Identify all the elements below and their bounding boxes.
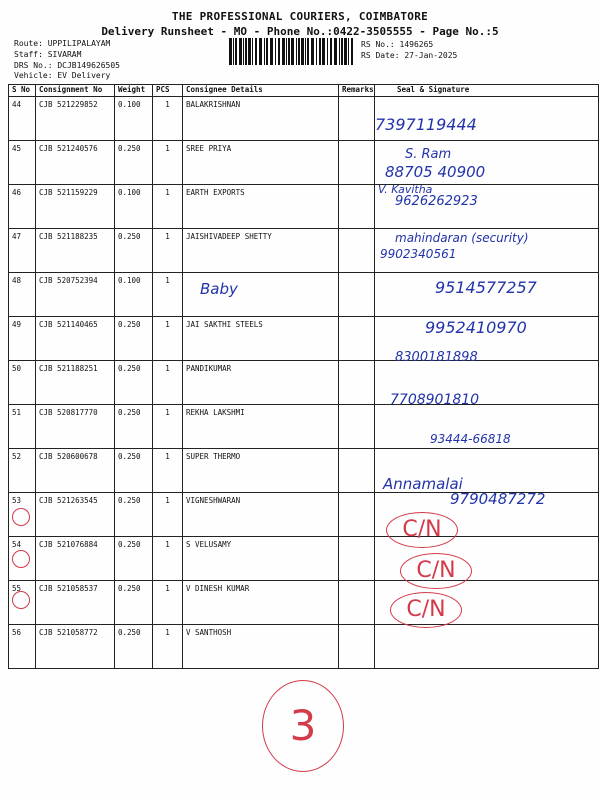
- pcs-cell: 1: [153, 97, 183, 141]
- table-row: [9, 537, 599, 581]
- remarks-cell: [339, 185, 375, 229]
- signature-49: 9952410970: [425, 318, 527, 337]
- remarks-cell: [339, 537, 375, 581]
- consignee-cell: JAISHIVADEEP SHETTY: [183, 229, 339, 273]
- consignee-cell: PANDIKUMAR: [183, 361, 339, 405]
- signature-45-name: S. Ram: [405, 147, 452, 162]
- cn-mark-55: C/N: [400, 553, 472, 589]
- table-row: [9, 625, 599, 669]
- remarks-cell: [339, 361, 375, 405]
- signature-51: 7708901810: [390, 392, 480, 408]
- pcs-cell: 1: [153, 537, 183, 581]
- pcs-cell: 1: [153, 141, 183, 185]
- sno-cell: 47: [9, 229, 36, 273]
- consignment-cell: CJB 521229852: [36, 97, 115, 141]
- sno-cell: 52: [9, 449, 36, 493]
- rs-number: RS No.: 1496265: [361, 40, 434, 49]
- consignment-cell: CJB 520600678: [36, 449, 115, 493]
- remarks-cell: [339, 581, 375, 625]
- pcs-cell: 1: [153, 361, 183, 405]
- consignment-cell: CJB 521159229: [36, 185, 115, 229]
- drs-label: DRS No.: DCJB149626505: [14, 61, 120, 70]
- remarks-cell: [339, 141, 375, 185]
- signature-53-name: Annamalai: [383, 475, 463, 493]
- signature-45-phone: 88705 40900: [385, 163, 486, 181]
- consignment-cell: CJB 520817770: [36, 405, 115, 449]
- page-mark: 3: [262, 680, 344, 772]
- sno-cell: 46: [9, 185, 36, 229]
- remarks-cell: [339, 229, 375, 273]
- consignment-cell: CJB 521263545: [36, 493, 115, 537]
- consignee-cell: REKHA LAKSHMI: [183, 405, 339, 449]
- remarks-cell: [339, 97, 375, 141]
- table-row: [9, 141, 599, 185]
- sno-cell: 50: [9, 361, 36, 405]
- remarks-cell: [339, 493, 375, 537]
- header-pcs: PCS: [153, 85, 183, 97]
- sno-circle-55: [12, 550, 30, 568]
- table-row: [9, 581, 599, 625]
- weight-cell: 0.100: [115, 97, 153, 141]
- consignee-cell: VIGNESHWARAN: [183, 493, 339, 537]
- table-row: [9, 97, 599, 141]
- table-header-row: [9, 85, 599, 97]
- route-label: Route: UPPILIPALAYAM: [14, 39, 111, 48]
- sno-cell: 45: [9, 141, 36, 185]
- table-row: [9, 449, 599, 493]
- weight-cell: 0.100: [115, 185, 153, 229]
- signature-46-name: V. Kavitha: [378, 183, 433, 196]
- weight-cell: 0.250: [115, 141, 153, 185]
- consignment-cell: CJB 521188251: [36, 361, 115, 405]
- sno-cell: 56: [9, 625, 36, 669]
- remarks-cell: [339, 273, 375, 317]
- consignment-cell: CJB 521188235: [36, 229, 115, 273]
- pcs-cell: 1: [153, 405, 183, 449]
- weight-cell: 0.250: [115, 493, 153, 537]
- consignment-cell: CJB 520752394: [36, 273, 115, 317]
- weight-cell: 0.250: [115, 361, 153, 405]
- rs-date: RS Date: 27-Jan-2025: [361, 51, 458, 60]
- signature-48-name: Baby: [200, 280, 238, 298]
- remarks-cell: [339, 405, 375, 449]
- header-signature: Seal & Signature: [375, 85, 599, 97]
- weight-cell: 0.250: [115, 317, 153, 361]
- weight-cell: 0.250: [115, 581, 153, 625]
- signature-cell: [375, 625, 599, 669]
- consignee-cell: V DINESH KUMAR: [183, 581, 339, 625]
- header-consignee: Consignee Details: [183, 85, 339, 97]
- cn-mark-54: C/N: [386, 512, 458, 548]
- consignment-cell: CJB 521076884: [36, 537, 115, 581]
- consignment-cell: CJB 521240576: [36, 141, 115, 185]
- table-row: [9, 361, 599, 405]
- remarks-cell: [339, 449, 375, 493]
- sno-circle-56: [12, 591, 30, 609]
- sno-cell: 55: [9, 581, 36, 625]
- weight-cell: 0.250: [115, 449, 153, 493]
- runsheet-subtitle: Delivery Runsheet - MO - Phone No.:0422-3505555 - Page No.:5: [101, 25, 499, 38]
- consignee-cell: EARTH EXPORTS: [183, 185, 339, 229]
- consignment-cell: CJB 521140465: [36, 317, 115, 361]
- staff-label: Staff: SIVARAM: [14, 50, 82, 59]
- barcode: [229, 38, 353, 65]
- consignee-cell: BALAKRISHNAN: [183, 97, 339, 141]
- consignee-cell: SREE PRIYA: [183, 141, 339, 185]
- header-remarks: Remarks: [339, 85, 375, 97]
- sno-circle-54: [12, 508, 30, 526]
- consignment-cell: CJB 521058537: [36, 581, 115, 625]
- runsheet-table: [8, 84, 599, 669]
- pcs-cell: 1: [153, 229, 183, 273]
- pcs-cell: 1: [153, 449, 183, 493]
- sno-cell: 49: [9, 317, 36, 361]
- signature-48-phone: 9514577257: [435, 278, 537, 297]
- weight-cell: 0.100: [115, 273, 153, 317]
- header-weight: Weight: [115, 85, 153, 97]
- sno-cell: 53: [9, 493, 36, 537]
- table-row: [9, 185, 599, 229]
- signature-50: 8300181898: [395, 350, 478, 365]
- header-sno: S No: [9, 85, 36, 97]
- signature-53-phone: 9790487272: [450, 490, 546, 508]
- signature-46-phone: 9626262923: [395, 194, 478, 209]
- cn-mark-56: C/N: [390, 592, 462, 628]
- pcs-cell: 1: [153, 317, 183, 361]
- header-consignment: Consignment No: [36, 85, 115, 97]
- signature-47-phone: 9902340561: [380, 247, 457, 261]
- consignment-cell: CJB 521058772: [36, 625, 115, 669]
- pcs-cell: 1: [153, 493, 183, 537]
- remarks-cell: [339, 625, 375, 669]
- consignee-cell: JAI SAKTHI STEELS: [183, 317, 339, 361]
- consignee-cell: S VELUSAMY: [183, 537, 339, 581]
- sno-cell: 44: [9, 97, 36, 141]
- pcs-cell: 1: [153, 625, 183, 669]
- remarks-cell: [339, 317, 375, 361]
- consignee-cell: SUPER THERMO: [183, 449, 339, 493]
- consignee-cell: V SANTHOSH: [183, 625, 339, 669]
- weight-cell: 0.250: [115, 229, 153, 273]
- company-title: THE PROFESSIONAL COURIERS, COIMBATORE: [171, 10, 429, 23]
- vehicle-label: Vehicle: EV Delivery: [14, 71, 111, 80]
- signature-47-name: mahindaran (security): [395, 231, 529, 245]
- signature-52: 93444-66818: [430, 432, 511, 446]
- signature-44: 7397119444: [375, 115, 477, 134]
- pcs-cell: 1: [153, 273, 183, 317]
- weight-cell: 0.250: [115, 625, 153, 669]
- weight-cell: 0.250: [115, 405, 153, 449]
- sno-cell: 54: [9, 537, 36, 581]
- sno-cell: 48: [9, 273, 36, 317]
- pcs-cell: 1: [153, 581, 183, 625]
- weight-cell: 0.250: [115, 537, 153, 581]
- pcs-cell: 1: [153, 185, 183, 229]
- sno-cell: 51: [9, 405, 36, 449]
